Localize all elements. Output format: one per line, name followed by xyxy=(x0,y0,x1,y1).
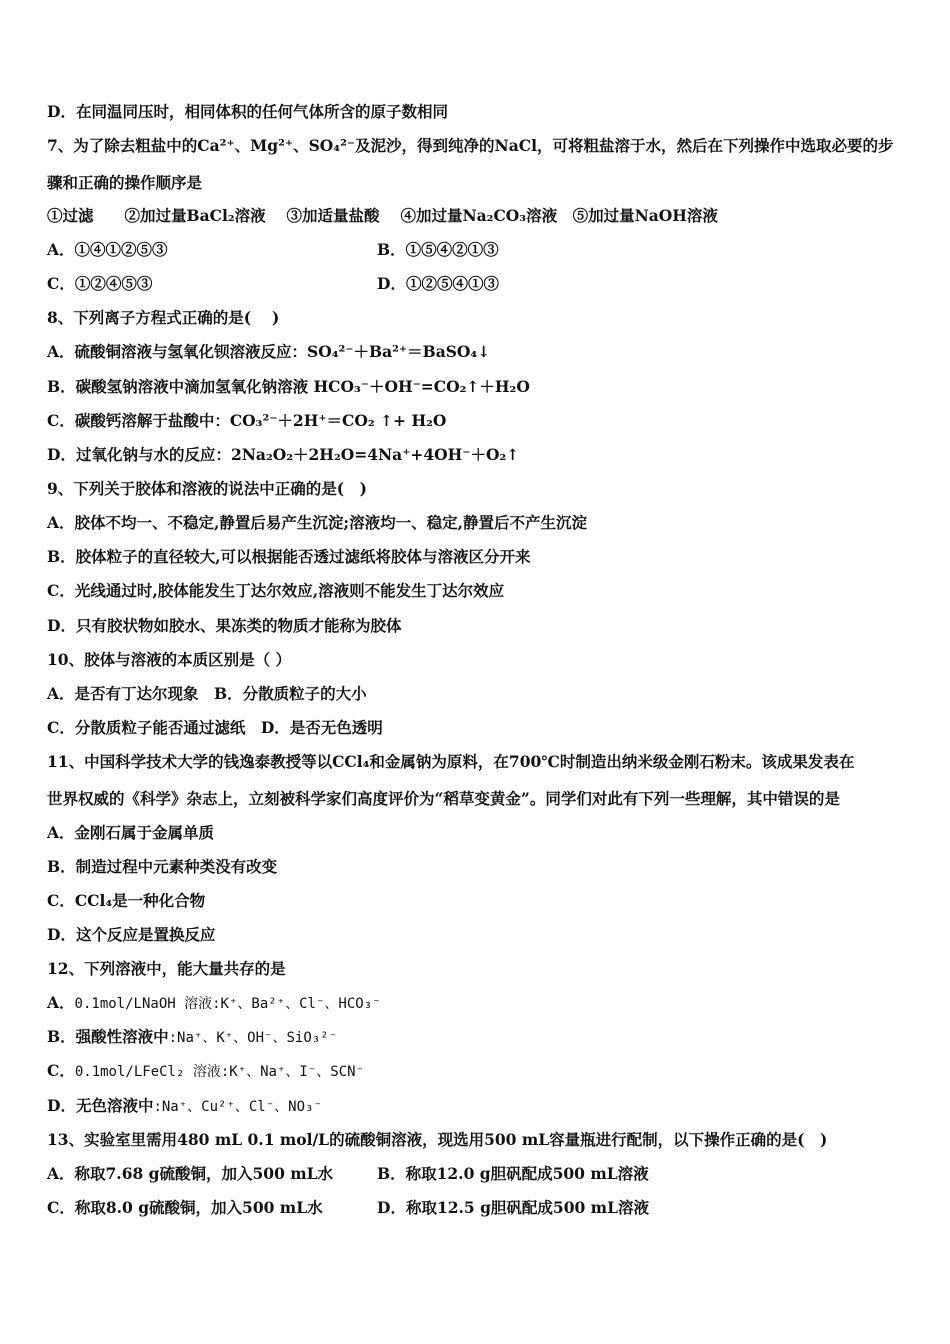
q9-option-a: A．胶体不均一、不稳定,静置后易产生沉淀;溶液均一、稳定,静置后不产生沉淀 xyxy=(47,513,588,532)
q9-option-c: C．光线通过时,胶体能发生丁达尔效应,溶液则不能发生丁达尔效应 xyxy=(47,581,505,600)
option-label: B．强酸性溶液中 xyxy=(47,1027,169,1046)
q12-option-d xyxy=(47,1096,322,1117)
q8-option-d: D．过氧化钠与水的反应：2Na₂O₂＋2H₂O=4Na⁺+4OH⁻＋O₂↑ xyxy=(47,445,520,464)
option-text: 0.1mol/LNaOH 溶液:K⁺、Ba²⁺、Cl⁻、HCO₃⁻ xyxy=(74,996,381,1012)
option-label: A． xyxy=(47,993,75,1012)
q12-stem: 12、下列溶液中，能大量共存的是 xyxy=(47,959,286,978)
q7-stem-line2: 骤和正确的操作顺序是 xyxy=(47,173,203,192)
q12-option-b xyxy=(47,1027,337,1048)
q7-option-c: C．①②④⑤③ xyxy=(47,274,153,293)
q8-option-c: C．碳酸钙溶解于盐酸中：CO₃²⁻＋2H⁺＝CO₂ ↑+ H₂O xyxy=(47,411,447,430)
q9-option-d: D．只有胶状物如胶水、果冻类的物质才能称为胶体 xyxy=(47,616,402,635)
q9-stem: 9、下列关于胶体和溶液的说法中正确的是( ) xyxy=(47,479,367,498)
q11-option-c: C．CCl₄是一种化合物 xyxy=(47,891,206,910)
q9-option-b: B．胶体粒子的直径较大,可以根据能否透过滤纸将胶体与溶液区分开来 xyxy=(47,547,531,566)
q12-option-a xyxy=(47,993,381,1014)
q6-option-d: D．在同温同压时，相同体积的任何气体所含的原子数相同 xyxy=(47,102,448,121)
q8-stem: 8、下列离子方程式正确的是( ) xyxy=(47,308,280,327)
option-text: :Na⁺、Cu²⁺、Cl⁻、NO₃⁻ xyxy=(153,1099,322,1115)
q11-option-a: A．金刚石属于金属单质 xyxy=(47,823,215,842)
q13-option-b: B．称取12.0 g胆矾配成500 mL溶液 xyxy=(377,1164,649,1183)
q7-option-b: B．①⑤④②①③ xyxy=(377,240,499,259)
option-label: C． xyxy=(47,1061,75,1080)
q8-option-b: B．碳酸氢钠溶液中滴加氢氧化钠溶液 HCO₃⁻＋OH⁻=CO₂↑＋H₂O xyxy=(47,377,530,396)
q11-option-b: B．制造过程中元素种类没有改变 xyxy=(47,857,278,876)
q13-option-a: A．称取7.68 g硫酸铜，加入500 mL水 xyxy=(47,1164,334,1183)
option-label: D．无色溶液中 xyxy=(47,1096,154,1115)
q11-option-d: D．这个反应是置换反应 xyxy=(47,925,216,944)
q7-stem-line1: 7、为了除去粗盐中的Ca²⁺、Mg²⁺、SO₄²⁻及泥沙，得到纯净的NaCl，可将粗盐溶于水，然后在下列操作中选取必要的步 xyxy=(47,136,894,155)
q7-steps: ①过滤 ②加过量BaCl₂溶液 ③加适量盐酸 ④加过量Na₂CO₃溶液 ⑤加过量NaOH溶液 xyxy=(47,206,718,225)
q10-options-ab: A．是否有丁达尔现象 B．分散质粒子的大小 xyxy=(47,684,367,703)
q12-option-c xyxy=(47,1061,364,1082)
q10-stem: 10、胶体与溶液的本质区别是（ ） xyxy=(47,650,291,669)
q11-stem-line2: 世界权威的《科学》杂志上，立刻被科学家们高度评价为“稻草变黄金”。同学们对此有下列一些理解，其中错误的是 xyxy=(47,789,840,808)
q13-option-c: C．称取8.0 g硫酸铜，加入500 mL水 xyxy=(47,1198,323,1217)
q7-option-a: A．①④①②⑤③ xyxy=(47,240,168,259)
q13-option-d: D．称取12.5 g胆矾配成500 mL溶液 xyxy=(377,1198,649,1217)
option-text: 0.1mol/LFeCl₂ 溶液:K⁺、Na⁺、I⁻、SCN⁻ xyxy=(74,1064,364,1080)
q11-stem-line1: 11、中国科学技术大学的钱逸泰教授等以CCl₄和金属钠为原料，在700℃时制造出纳米级金刚石粉末。该成果发表在 xyxy=(47,752,855,771)
q10-options-cd: C．分散质粒子能否通过滤纸 D．是否无色透明 xyxy=(47,718,383,737)
q8-option-a: A．硫酸铜溶液与氢氧化钡溶液反应：SO₄²⁻＋Ba²⁺＝BaSO₄↓ xyxy=(47,342,491,361)
q13-stem: 13、实验室里需用480 mL 0.1 mol/L的硫酸铜溶液，现选用500 mL容量瓶进行配制，以下操作正确的是( ) xyxy=(47,1130,828,1149)
option-text: :Na⁺、K⁺、OH⁻、SiO₃²⁻ xyxy=(168,1030,338,1046)
q7-option-d: D．①②⑤④①③ xyxy=(377,274,499,293)
